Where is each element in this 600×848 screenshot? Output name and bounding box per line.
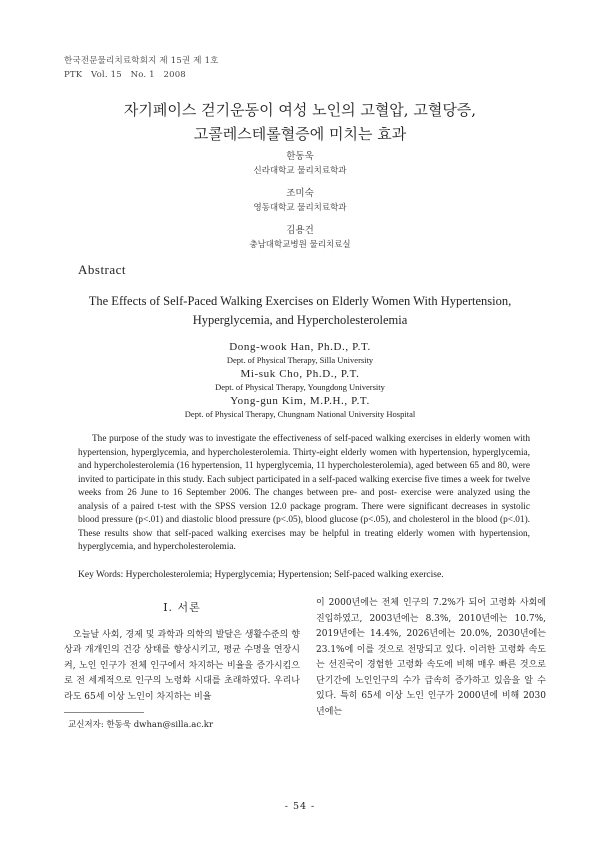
introduction-paragraph-continued: 이 2000년에는 전체 인구의 7.2%가 되어 고령화 사회에 진입하였고, 2003년에는 8.3%, 2010년에는 10.7%, 2019년에는 14.4%, 2026년에는 20.0%, 2030년에는 23.1%에 이를 것으로 전망되고 있다. 이러한 고령화 속도는 선진국이 경험한 고령화 속도에 비해 매우 빠른 것으로 단기간에 노인인구의 수가 급속히 증가하고 있음을 알 수 있다. 특히 65세 이상 노인 인구가 2000년에 비해 2030년에는 <box>316 598 546 717</box>
abstract-heading: Abstract <box>78 262 127 277</box>
korean-author-affiliation: 신라대학교 물리치료학과 <box>253 166 347 176</box>
english-title-line2: Hyperglycemia, and Hypercholesterolemia <box>192 313 408 327</box>
korean-author-name: 김용건 <box>286 225 314 236</box>
english-title-line1: The Effects of Self-Paced Walking Exercises on Elderly Women With Hypertension, <box>88 294 512 308</box>
introduction-paragraph: 오늘날 사회, 경제 및 과학과 의학의 발달은 생활수준의 향상과 개개인의 건강 상태를 향상시키고, 평균 수명을 연장시켜, 노인 인구가 전체 인구에서 차지하는 비율을 증가시킴으로 전 세계적으로 인구의 노령화 시대를 초래하였다. 우리나라도 65세 이상 노인이 차지하는 비율 <box>64 629 300 702</box>
korean-author-affiliation: 영동대학교 물리치료학과 <box>253 203 347 213</box>
journal-volume-en: PTK Vol. 15 No. 1 2008 <box>64 70 186 80</box>
footnote-divider <box>64 712 144 713</box>
korean-title-line1: 자기페이스 걷기운동이 여성 노인의 고혈압, 고혈당증, <box>123 101 477 119</box>
korean-author <box>0 149 600 179</box>
body-column-left <box>64 596 300 705</box>
english-author-affiliation: Dept. of Physical Therapy, Youngdong University <box>215 382 385 392</box>
journal-name-kr: 한국전문물리치료학회지 제 15권 제 1호 <box>64 56 219 66</box>
english-author-affiliation: Dept. of Physical Therapy, Chungnam National University Hospital <box>184 409 416 419</box>
page-number: - 54 - <box>284 801 316 812</box>
journal-header <box>64 54 219 82</box>
english-author-affiliation: Dept. of Physical Therapy, Silla University <box>226 355 374 365</box>
corresponding-author-footnote: 교신저자: 한동욱 dwhan@silla.ac.kr <box>68 720 214 730</box>
keywords: Key Words: Hypercholesterolemia; Hyperglycemia; Hypertension; Self-paced walking exercise. <box>78 570 444 580</box>
korean-author-affiliation: 충남대학교병원 물리치료실 <box>249 240 351 250</box>
english-author-name: Yong-gun Kim, M.P.H., P.T. <box>230 395 370 407</box>
english-author-name: Mi-suk Cho, Ph.D., P.T. <box>240 368 360 380</box>
body-column-right <box>316 596 546 720</box>
korean-title-line2: 고콜레스테롤혈증에 미치는 효과 <box>193 125 407 143</box>
korean-title <box>0 98 600 146</box>
korean-author-name: 조미숙 <box>286 188 314 199</box>
abstract-body: The purpose of the study was to investigate the effectiveness of self-paced walking exercises in elderly women with hypertension, hyperglycemia, and hypercholesterolemia. Thirty-eight elderly women with hypertension, hyperglycemia, and hypercholesterolemia (16 hypertension, 11 hyperglycemia, 11 hypercholesterolemia), aged between 65 and 80, were invited to participate in this study. Each subject participated in a self-paced walking exercise five times a week for twelve weeks from 26 June to 16 September 2006. The changes between pre- and post- exercise were analyzed using the analysis of a paired t-test with the SPSS version 12.0 package program. There were significant decreases in systolic blood pressure (p<.01) and diastolic blood pressure (p<.05), blood glucose (p<.05), and cholesterol in the blood (p<.01). These results show that self-paced walking exercises may be helpful in treating elderly women with hypertension, hyperglycemia, and hypercholesterolemia. <box>78 434 530 552</box>
english-author-name: Dong-wook Han, Ph.D., P.T. <box>229 341 371 353</box>
section-title-introduction: Ⅰ. 서론 <box>163 601 201 614</box>
english-title <box>40 292 560 330</box>
korean-author-name: 한동욱 <box>286 151 314 162</box>
korean-author-list <box>0 149 600 260</box>
korean-author <box>0 223 600 253</box>
english-author-list <box>0 341 600 422</box>
korean-author <box>0 186 600 216</box>
